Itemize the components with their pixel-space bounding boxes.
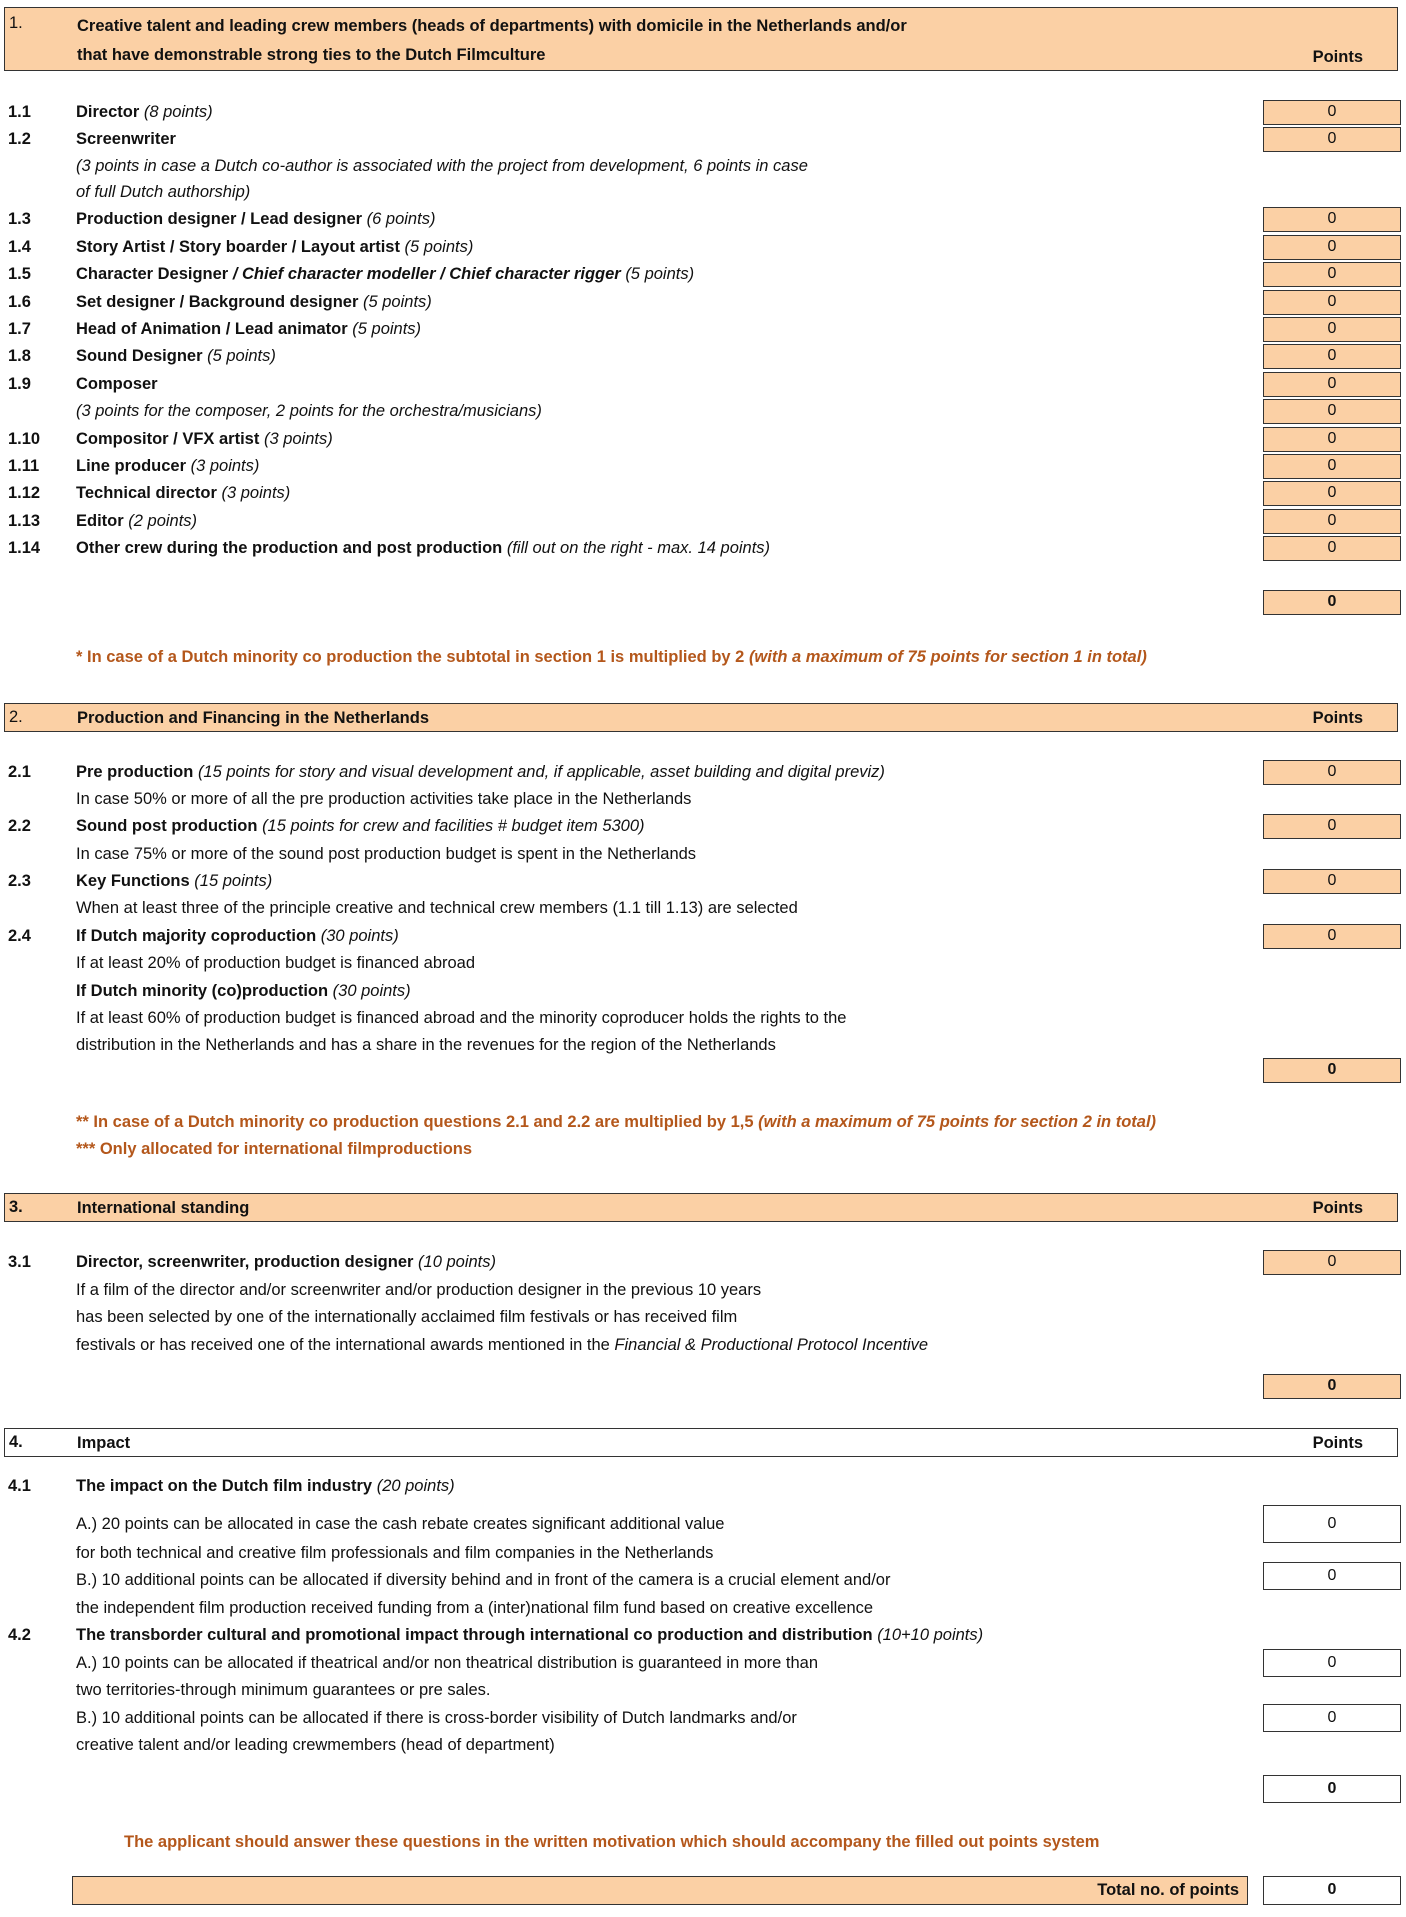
item-label: Sound post production: [76, 817, 258, 835]
section-number: 4.: [9, 1433, 23, 1451]
criterion-a-line-2: two territories-through minimum guarantees or pre sales.: [76, 1681, 491, 1699]
points-column-header: Points: [1312, 709, 1363, 727]
section-4-header: [4, 1428, 1398, 1457]
item-number: 2.1: [8, 763, 31, 781]
item-number: 1.5: [8, 265, 31, 283]
points-input-1-6[interactable]: 0: [1263, 290, 1401, 315]
item-points: (3 points): [221, 484, 291, 502]
item-label-2: If Dutch minority (co)production: [76, 982, 329, 1000]
item-points: (3 points): [263, 430, 333, 448]
item-label: Director: [76, 103, 140, 121]
section-title: Production and Financing in the Netherlands: [77, 709, 430, 727]
points-input-1-10[interactable]: 0: [1263, 427, 1401, 452]
section-1-subtotal: 0: [1263, 590, 1401, 615]
total-label-bar: [72, 1876, 1248, 1905]
item-number: 1.9: [8, 375, 31, 393]
item-number: 4.1: [8, 1477, 31, 1495]
item-label: If Dutch majority coproduction: [76, 927, 317, 945]
item-number: 4.2: [8, 1626, 31, 1644]
item-label: Line producer: [76, 457, 187, 475]
item-description-2a: If at least 60% of production budget is financed abroad and the minority coproducer holds the rights to the: [76, 1009, 847, 1027]
item-number: 1.7: [8, 320, 31, 338]
points-input-1-13[interactable]: 0: [1263, 509, 1401, 534]
item-number: 1.10: [8, 430, 41, 448]
section-2-footnote-1: ** In case of a Dutch minority co production questions 2.1 and 2.2 are multiplied by 1,5 (with a maximum of 75 points for section 2 in total): [76, 1113, 1157, 1131]
item-number: 1.2: [8, 130, 31, 148]
points-input-4-1a[interactable]: 0: [1263, 1505, 1401, 1543]
item-label: Head of Animation / Lead animator: [76, 320, 348, 338]
item-note: (3 points in case a Dutch co-author is associated with the project from development, 6 points in case: [76, 157, 808, 175]
item-label: Technical director: [76, 484, 217, 502]
item-label: Composer: [76, 375, 158, 393]
section-3-header: [4, 1193, 1398, 1222]
item-number: 1.4: [8, 238, 31, 256]
points-input-2-2[interactable]: 0: [1263, 814, 1401, 839]
section-title-line-2: that have demonstrable strong ties to the Dutch Filmculture: [77, 46, 546, 64]
item-points: (fill out on the right - max. 14 points): [506, 539, 771, 557]
item-label-italic: / Chief character modeller / Chief character rigger: [232, 265, 621, 283]
item-points: (5 points): [625, 265, 695, 283]
points-input-4-1b[interactable]: 0: [1263, 1562, 1401, 1590]
criterion-b-line-2: creative talent and/or leading crewmembers (head of department): [76, 1736, 555, 1754]
points-input-3-1[interactable]: 0: [1263, 1250, 1401, 1275]
item-points: (6 points): [366, 210, 436, 228]
item-label: Key Functions: [76, 872, 190, 890]
section-4-subtotal: 0: [1263, 1775, 1401, 1803]
item-number: 1.11: [8, 457, 40, 475]
criterion-a-line-2: for both technical and creative film professionals and film companies in the Netherlands: [76, 1544, 714, 1562]
section-title: International standing: [77, 1199, 250, 1217]
section-title-line-1: Creative talent and leading crew members (heads of departments) with domicile in the Netherlands and/or: [77, 17, 907, 35]
item-number: 1.3: [8, 210, 31, 228]
section-1-footnote: * In case of a Dutch minority co production the subtotal in section 1 is multiplied by 2 (with a maximum of 75 points for section 1 in total): [76, 648, 1147, 666]
points-column-header: Points: [1312, 1434, 1363, 1452]
item-points: (5 points): [363, 293, 432, 311]
criterion-a-line-1: A.) 10 points can be allocated if theatrical and/or non theatrical distribution is guaranteed in more than: [76, 1654, 819, 1672]
points-input-1-4[interactable]: 0: [1263, 235, 1401, 260]
item-label: Production designer / Lead designer: [76, 210, 363, 228]
points-input-1-9b[interactable]: 0: [1263, 399, 1401, 424]
item-note: of full Dutch authorship): [76, 183, 251, 201]
points-column-header: Points: [1312, 1199, 1363, 1217]
item-label: Pre production: [76, 763, 194, 781]
total-points: 0: [1263, 1876, 1401, 1905]
item-points: (5 points): [352, 320, 422, 338]
item-description: In case 50% or more of all the pre production activities take place in the Netherlands: [76, 790, 692, 808]
section-3-subtotal: 0: [1263, 1374, 1401, 1399]
item-description-1: If a film of the director and/or screenwriter and/or production designer in the previous 10 years: [76, 1281, 762, 1299]
points-column-header: Points: [1312, 48, 1363, 66]
item-label: Character Designer: [76, 265, 233, 283]
points-input-1-2[interactable]: 0: [1263, 127, 1401, 152]
item-number: 1.1: [8, 103, 31, 121]
item-description-2: has been selected by one of the internationally acclaimed film festivals or has received film: [76, 1308, 738, 1326]
points-input-4-2b[interactable]: 0: [1263, 1704, 1401, 1732]
section-1-header: [4, 7, 1398, 71]
written-motivation-note: The applicant should answer these questions in the written motivation which should accompany the filled out points system: [124, 1833, 1100, 1851]
item-points: (8 points): [143, 103, 213, 121]
item-number: 1.14: [8, 539, 41, 557]
item-label: The impact on the Dutch film industry: [76, 1477, 373, 1495]
item-label: Director, screenwriter, production designer: [76, 1253, 414, 1271]
points-input-1-5[interactable]: 0: [1263, 262, 1401, 287]
item-points: (5 points): [207, 347, 276, 365]
item-points: (30 points): [320, 927, 399, 945]
item-points: (20 points): [376, 1477, 455, 1495]
item-description-3: festivals or has received one of the international awards mentioned in the: [76, 1336, 615, 1354]
points-input-1-7[interactable]: 0: [1263, 317, 1401, 342]
item-points: (15 points): [194, 872, 273, 890]
item-number: 2.4: [8, 927, 31, 945]
points-input-1-8[interactable]: 0: [1263, 344, 1401, 369]
item-number: 3.1: [8, 1253, 31, 1271]
points-input-2-4[interactable]: 0: [1263, 924, 1401, 949]
item-points: (10 points): [418, 1253, 496, 1271]
points-input-1-12[interactable]: 0: [1263, 481, 1401, 506]
item-label: Screenwriter: [76, 130, 176, 148]
section-number: 3.: [9, 1198, 23, 1216]
section-number: 2.: [9, 708, 23, 726]
protocol-reference: Financial & Productional Protocol Incentive: [614, 1336, 929, 1354]
points-input-1-11[interactable]: 0: [1263, 454, 1401, 479]
item-description: If at least 20% of production budget is financed abroad: [76, 954, 476, 972]
item-points: (2 points): [128, 512, 198, 530]
item-label: Compositor / VFX artist: [76, 430, 260, 448]
item-label: Editor: [76, 512, 124, 530]
item-description-2b: distribution in the Netherlands and has a share in the revenues for the region of the Netherlands: [76, 1036, 776, 1054]
points-input-1-1[interactable]: 0: [1263, 100, 1401, 125]
item-description: In case 75% or more of the sound post production budget is spent in the Netherlands: [76, 845, 697, 863]
item-label: Sound Designer: [76, 347, 203, 365]
criterion-a-line-1: A.) 20 points can be allocated in case the cash rebate creates significant additional value: [76, 1515, 725, 1533]
item-label: Set designer / Background designer: [76, 293, 359, 311]
points-input-2-1[interactable]: 0: [1263, 760, 1401, 785]
item-note: (3 points for the composer, 2 points for the orchestra/musicians): [76, 402, 542, 420]
item-points: (15 points for story and visual development and, if applicable, asset building and digital previz): [197, 763, 885, 781]
item-number: 1.8: [8, 347, 31, 365]
item-points: (5 points): [404, 238, 474, 256]
section-2-footnote-2: *** Only allocated for international filmproductions: [76, 1140, 473, 1158]
item-number: 2.2: [8, 817, 31, 835]
item-number: 1.6: [8, 293, 31, 311]
points-input-4-2a[interactable]: 0: [1263, 1649, 1401, 1677]
section-number: 1.: [9, 14, 23, 32]
item-points: (10+10 points): [877, 1626, 984, 1644]
item-number: 1.13: [8, 512, 41, 530]
points-input-1-3[interactable]: 0: [1263, 207, 1401, 232]
item-points: (15 points for crew and facilities # budget item 5300): [262, 817, 645, 835]
criterion-b-line-1: B.) 10 additional points can be allocated if there is cross-border visibility of Dutch landmarks and/or: [76, 1709, 797, 1727]
points-input-1-9a[interactable]: 0: [1263, 372, 1401, 397]
section-2-header: [4, 703, 1398, 732]
item-number: 2.3: [8, 872, 31, 890]
item-label: Other crew during the production and post production: [76, 539, 503, 557]
section-title: Impact: [77, 1434, 131, 1452]
points-input-1-14[interactable]: 0: [1263, 536, 1401, 561]
criterion-b-line-1: B.) 10 additional points can be allocated if diversity behind and in front of the camera is a crucial element and/or: [76, 1571, 891, 1589]
criterion-b-line-2: the independent film production received funding from a (inter)national film fund based on creative excellence: [76, 1599, 874, 1617]
item-description: When at least three of the principle creative and technical crew members (1.1 till 1.13) are selected: [76, 899, 798, 917]
item-label: The transborder cultural and promotional impact through international co production and distribution: [76, 1626, 873, 1644]
points-input-2-3[interactable]: 0: [1263, 869, 1401, 894]
item-label: Story Artist / Story boarder / Layout artist: [76, 238, 400, 256]
section-2-subtotal: 0: [1263, 1058, 1401, 1083]
total-label: Total no. of points: [1097, 1881, 1239, 1899]
item-points: (3 points): [190, 457, 260, 475]
item-points-2: (30 points): [332, 982, 411, 1000]
item-number: 1.12: [8, 484, 41, 502]
